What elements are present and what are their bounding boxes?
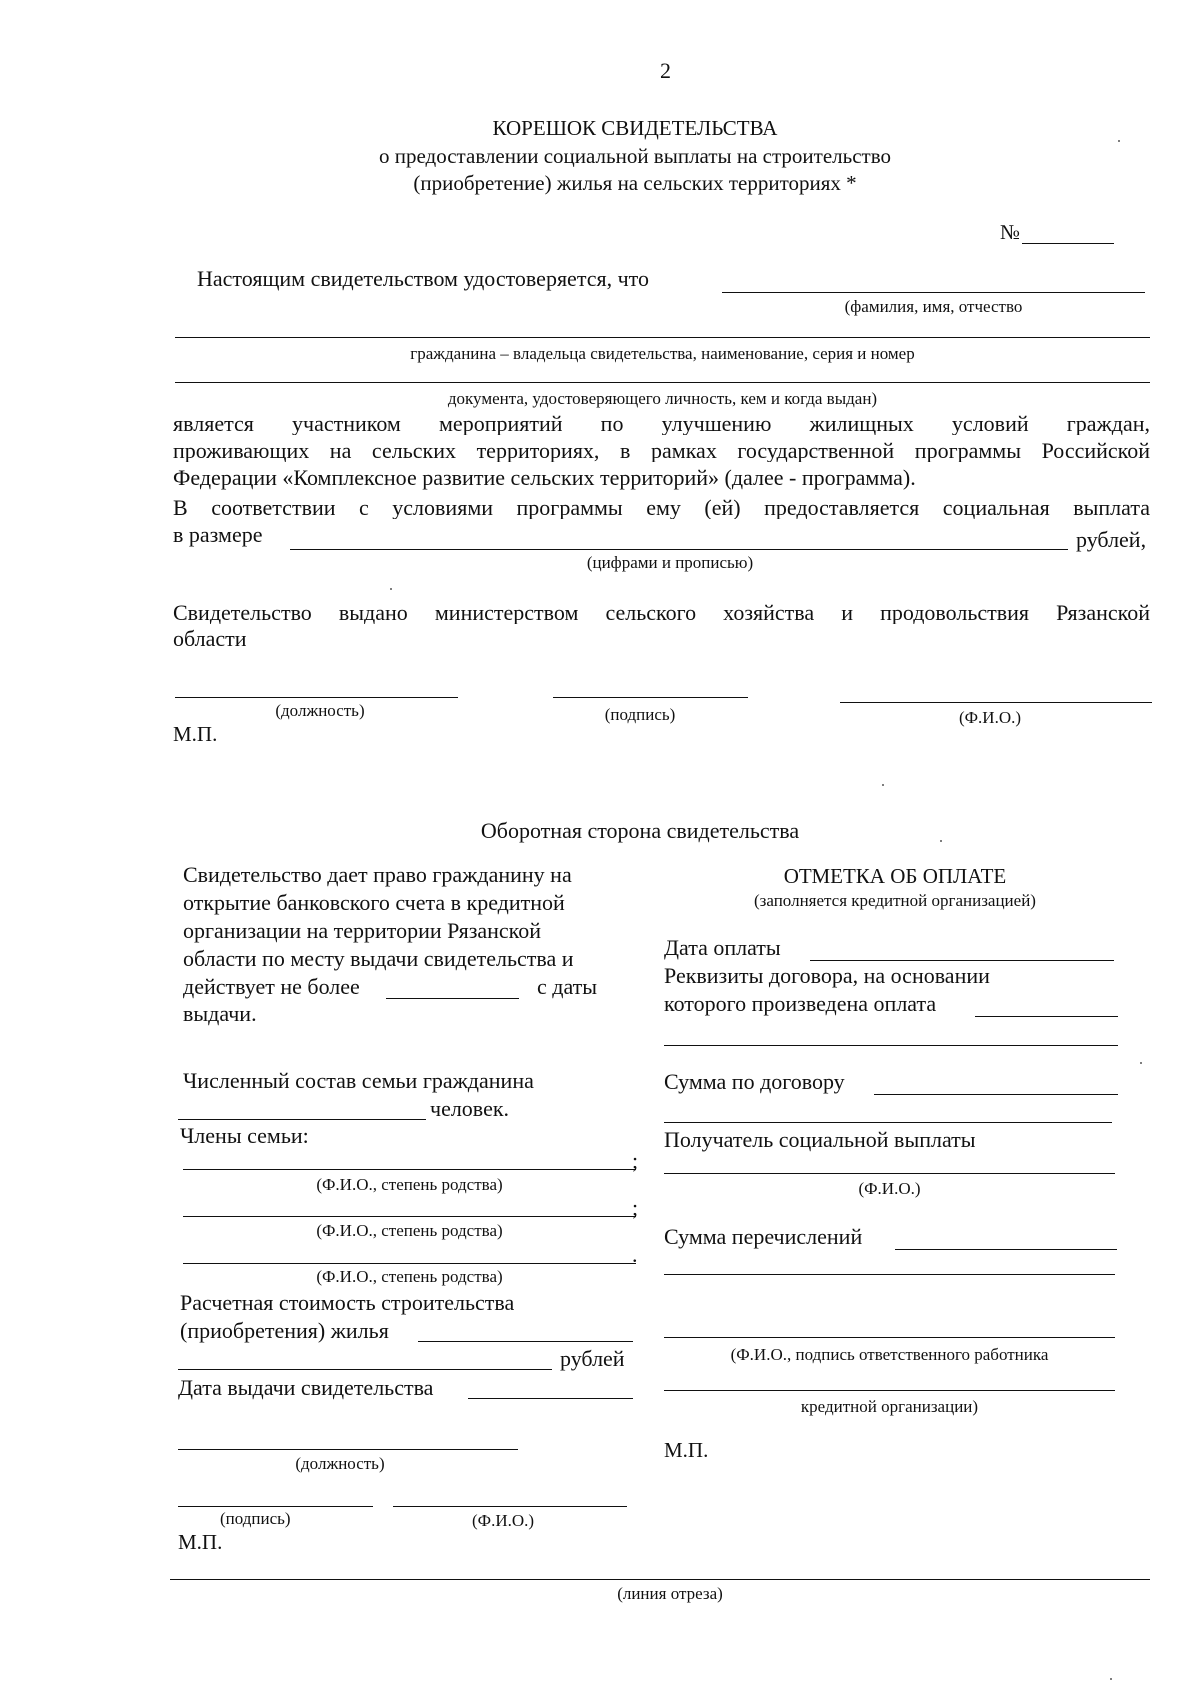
issued-by-line-1: Свидетельство выдано министерством сельского хозяйства и продовольствия Рязанской [173,602,1150,624]
cost-rubles-label: рублей [560,1346,625,1371]
reverse-position-caption: (должность) [295,1454,385,1473]
rights-line-5-end: с даты [537,974,598,999]
paragraph-line-2: проживающих на сельских территориях, в рамках государственной программы Российской [173,440,1150,462]
worker-field[interactable] [664,1337,1115,1338]
number-field[interactable] [1022,243,1114,244]
reverse-fio-caption: (Ф.И.О.) [472,1511,535,1530]
reverse-title: Оборотная сторона свидетельства [480,818,800,843]
issued-by-line-2: области [173,626,247,651]
transfer-sum-field-2[interactable] [664,1274,1115,1275]
identity-doc-field[interactable] [175,382,1150,383]
family-member-period-3: . [632,1242,638,1267]
contract-line-2: которого произведена оплата [664,991,937,1016]
payment-date-field[interactable] [810,960,1114,961]
page-number: 2 [660,58,671,83]
fio-caption: (фамилия, имя, отчество [844,297,1023,316]
scan-speck [940,840,942,842]
recipient-label: Получатель социальной выплаты [664,1127,976,1152]
stub-position-caption: (должность) [275,701,365,720]
persons-label: человек. [430,1096,510,1121]
family-count-label: Численный состав семьи гражданина [183,1068,534,1093]
scan-speck [1118,140,1120,142]
contract-line-1: Реквизиты договора, на основании [664,963,990,988]
scan-speck [882,784,884,786]
reverse-position-field[interactable] [178,1449,518,1450]
stub-position-field[interactable] [175,697,458,698]
cost-line-1: Расчетная стоимость строительства [180,1290,515,1315]
family-member-caption-1: (Ф.И.О., степень родства) [316,1175,503,1194]
recipient-caption: (Ф.И.О.) [858,1179,921,1198]
stub-title: КОРЕШОК СВИДЕТЕЛЬСТВА [492,116,778,140]
contract-field-2[interactable] [664,1045,1118,1046]
reverse-right-stamp: М.П. [664,1438,709,1462]
payment-subtitle: (заполняется кредитной организацией) [754,891,1036,910]
stub-signature-field[interactable] [553,697,748,698]
worker-field-2[interactable] [664,1390,1115,1391]
contract-field-1[interactable] [975,1016,1118,1017]
contract-sum-field[interactable] [874,1094,1118,1095]
amount-label: в размере [173,522,263,547]
reverse-signature-caption: (подпись) [220,1509,291,1528]
family-member-caption-3: (Ф.И.О., степень родства) [316,1267,503,1286]
rights-line-5: действует не более [183,974,360,999]
scan-speck [1140,1062,1142,1064]
family-member-semicolon-1: ; [632,1148,639,1173]
rights-line-1: Свидетельство дает право гражданину на [183,862,572,887]
reverse-signature-field[interactable] [178,1506,373,1507]
family-member-field-1[interactable] [183,1169,636,1170]
rights-line-4: области по месту выдачи свидетельства и [183,946,574,971]
cut-line [170,1579,1150,1580]
scan-speck [390,588,392,590]
paragraph-line-3: Федерации «Комплексное развитие сельских территорий» (далее - программа). [173,465,916,490]
recipient-field[interactable] [664,1173,1115,1174]
transfer-sum-field[interactable] [895,1249,1117,1250]
family-count-field[interactable] [178,1119,426,1120]
identity-doc-caption: документа, удостоверяющего личность, кем и когда выдан) [447,389,878,408]
rights-line-6: выдачи. [183,1001,257,1026]
stub-subtitle-line1: о предоставлении социальной выплаты на строительство [379,144,891,168]
owner-caption: гражданина – владельца свидетельства, наименование, серия и номер [410,344,915,363]
certify-intro: Настоящим свидетельством удостоверяется, что [197,266,649,291]
payment-title: ОТМЕТКА ОБ ОПЛАТЕ [783,864,1007,888]
rubles-label: рублей, [1076,527,1147,552]
contract-sum-field-2[interactable] [664,1122,1112,1123]
owner-field[interactable] [175,337,1150,338]
transfer-sum-label: Сумма перечислений [664,1224,863,1249]
scan-speck [1110,1678,1112,1680]
cost-field-2[interactable] [178,1369,552,1370]
family-members-label: Члены семьи: [180,1123,309,1148]
contract-sum-label: Сумма по договору [664,1069,845,1094]
rights-line-2: открытие банковского счета в кредитной [183,890,565,915]
cut-line-caption: (линия отреза) [617,1584,723,1603]
cost-line-2: (приобретения) жилья [180,1318,389,1343]
reverse-left-stamp: М.П. [178,1530,223,1554]
amount-field[interactable] [290,549,1068,550]
stub-stamp: М.П. [173,722,218,746]
rights-line-3: организации на территории Рязанской [183,918,542,943]
stub-subtitle-line2: (приобретение) жилья на сельских территориях * [413,171,857,195]
amount-caption: (цифрами и прописью) [586,553,754,572]
validity-period-field[interactable] [386,998,519,999]
paragraph-line-4: В соответствии с условиями программы ему (ей) предоставляется социальная выплата [173,497,1150,519]
stub-fio-caption: (Ф.И.О.) [958,708,1022,727]
family-member-field-2[interactable] [183,1216,636,1217]
family-member-caption-2: (Ф.И.О., степень родства) [316,1221,503,1240]
family-member-semicolon-2: ; [632,1195,639,1220]
issue-date-field[interactable] [468,1398,633,1399]
payment-date-label: Дата оплаты [664,935,781,960]
paragraph-line-1: является участником мероприятий по улучшению жилищных условий граждан, [173,413,1150,435]
worker-caption-2: кредитной организации) [800,1397,979,1416]
worker-caption-1: (Ф.И.О., подпись ответственного работника [730,1345,1049,1364]
reverse-fio-field[interactable] [393,1506,627,1507]
family-member-field-3[interactable] [183,1263,636,1264]
fio-field[interactable] [722,292,1145,293]
cost-field-1[interactable] [418,1341,633,1342]
stub-fio-field[interactable] [840,702,1152,703]
issue-date-label: Дата выдачи свидетельства [178,1375,434,1400]
stub-signature-caption: (подпись) [604,705,676,724]
number-label: № [1000,220,1021,244]
